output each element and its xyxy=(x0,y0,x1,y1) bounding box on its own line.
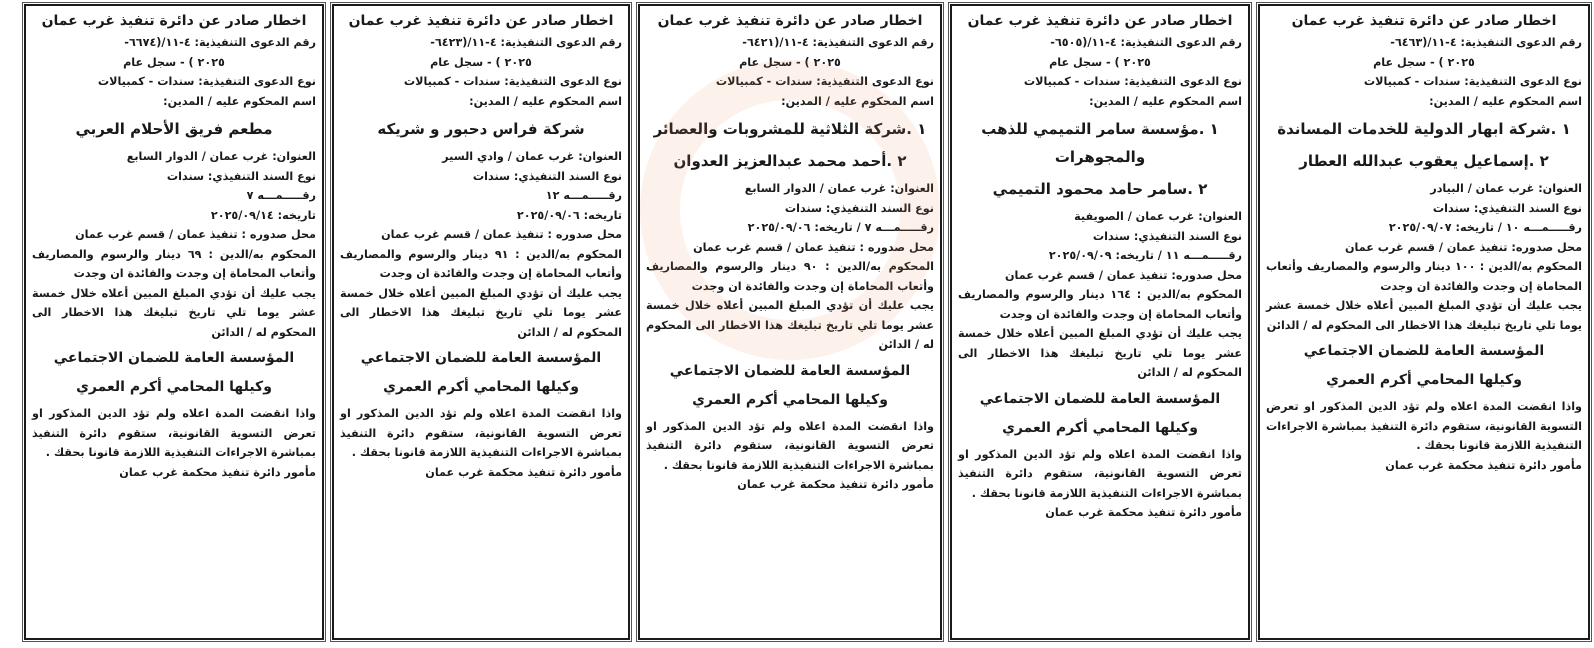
deed-type: نوع السند التنفيذي: سندات xyxy=(1432,201,1582,215)
issue-place: محل صدوره : تنفيذ عمان / قسم غرب عمان xyxy=(693,240,934,254)
notice-title: اخطار صادر عن دائرة تنفيذ غرب عمان xyxy=(348,13,614,29)
notice-box xyxy=(950,4,1250,640)
debtor-name: مطعم فريق الأحلام العربي xyxy=(75,120,273,138)
creditor-line: وكيلها المحامي أكرم العمري xyxy=(76,379,272,395)
enforcement-warning: واذا انقضت المدة اعلاه ولم تؤد الدين المذكور او تعرض التسوية القانونية، ستقوم دائرة التنفيذ بمباشرة الاجراءات التنفيذية اللازمة قانونا بحقك . xyxy=(32,407,316,459)
deed-number-date: رقـــــمـــه ٧ xyxy=(246,189,316,202)
case-number-suffix: ٢٠٢٥ ) - سجل عام xyxy=(1049,55,1151,69)
case-number: رقم الدعوى التنفيذية: ٤-١١/(٦٤٢١- xyxy=(742,36,934,49)
notice-box xyxy=(1258,4,1590,640)
case-type: نوع الدعوى التنفيذية: سندات - كمبيالات xyxy=(715,75,934,88)
judgment-amount: المحكوم به/الدين : ٦٩ دينار والرسوم والمصاريف وأتعاب المحاماة إن وجدت والفائدة ان وجدت xyxy=(32,247,316,280)
notice-footer: مأمور دائرة تنفيذ محكمة غرب عمان xyxy=(425,465,622,479)
case-type: نوع الدعوى التنفيذية: سندات - كمبيالات xyxy=(1023,75,1242,88)
deed-number-date: رقـــــمـــه ١٠ / تاريخه: ٢٠٢٥/٠٩/٠٧ xyxy=(1388,221,1582,234)
creditor-line: المؤسسة العامة للضمان الاجتماعي xyxy=(669,362,911,379)
creditor-line: وكيلها المحامي أكرم العمري xyxy=(692,391,888,408)
payment-demand: يجب عليك أن تؤدي المبلغ المبين أعلاه خلال خمسة عشر يوما تلي تاريخ تبليغك هذا الاخطار الى المحكوم له / الدائن xyxy=(646,299,934,351)
enforcement-warning: واذا انقضت المدة اعلاه ولم تؤد الدين المذكور او تعرض التسوية القانونية، ستقوم دائرة التنفيذ بمباشرة الاجراءات التنفيذية اللازمة قانونا بحقك . xyxy=(340,407,622,459)
address: العنوان: غرب عمان / الدوار السابع xyxy=(126,150,316,163)
creditor-line: وكيلها المحامي أكرم العمري xyxy=(1326,372,1522,388)
debtor-label: اسم المحكوم عليه / المدين: xyxy=(1089,94,1242,108)
enforcement-warning: واذا انقضت المدة اعلاه ولم تؤد الدين المذكور او تعرض التسوية القانونية، ستقوم دائرة التنفيذ بمباشرة الاجراءات التنفيذية اللازمة قانونا بحقك . xyxy=(1266,400,1582,452)
case-number-suffix: ٢٠٢٥ ) - سجل عام xyxy=(123,55,225,69)
issue-place: محل صدوره : تنفيذ عمان / قسم غرب عمان xyxy=(381,228,622,241)
debtor-name: ٢ .إسماعيل يعقوب عبدالله العطار xyxy=(1299,152,1549,170)
notice-footer: مأمور دائرة تنفيذ محكمة غرب عمان xyxy=(119,465,316,479)
debtor-name: ٢ .أحمد محمد عبدالعزيز العدوان xyxy=(673,152,907,170)
judgment-amount: المحكوم به/الدين : ١٠٠ دينار والرسوم والمصاريف وأتعاب المحاماة إن وجدت والفائدة ان وجدت xyxy=(1266,260,1582,293)
creditor-line: وكيلها المحامي أكرم العمري xyxy=(383,379,579,395)
case-number-suffix: ٢٠٢٥ ) - سجل عام xyxy=(739,55,841,69)
case-number: رقم الدعوى التنفيذية: ٤-١١/(٦٤٦٣- xyxy=(1390,36,1582,49)
issue-place: محل صدوره: تنفيذ عمان / قسم غرب عمان xyxy=(1004,268,1242,282)
judgment-amount: المحكوم به/الدين : ٩١ دينار والرسوم والمصاريف وأتعاب المحاماة إن وجدت والفائدة ان وجدت xyxy=(340,247,622,280)
payment-demand: يجب عليك أن تؤدي المبلغ المبين أعلاه خلال خمسة عشر يوما تلي تاريخ تبليغك هذا الاخطار الى المحكوم له / الدائن xyxy=(32,286,316,339)
case-type: نوع الدعوى التنفيذية: سندات - كمبيالات xyxy=(1363,75,1582,88)
notice-footer: مأمور دائرة تنفيذ محكمة غرب عمان xyxy=(1045,506,1242,519)
creditor-line: المؤسسة العامة للضمان الاجتماعي xyxy=(979,390,1221,407)
case-number: رقم الدعوى التنفيذية: ٤-١١/(٦٦٧٤- xyxy=(124,36,316,49)
creditor-line: المؤسسة العامة للضمان الاجتماعي xyxy=(1303,343,1545,359)
issue-place: محل صدوره : تنفيذ عمان / قسم غرب عمان xyxy=(75,228,316,241)
case-number-suffix: ٢٠٢٥ ) - سجل عام xyxy=(430,55,532,69)
notice-box xyxy=(332,4,630,640)
debtor-name: ١ .شركة الثلاثية للمشروبات والعصائر xyxy=(653,120,927,138)
debtor-label: اسم المحكوم عليه / المدين: xyxy=(1429,94,1582,108)
deed-number-date: رقـــــمـــه ١١ / تاريخه: ٢٠٢٥/٠٩/٠٩ xyxy=(1048,249,1242,262)
notice-title: اخطار صادر عن دائرة تنفيذ غرب عمان xyxy=(967,13,1233,29)
notice-box xyxy=(24,4,324,640)
deed-number-date: رقـــــمـــه ٧ / تاريخه: ٢٠٢٥/٠٩/٠٦ xyxy=(747,221,934,234)
notice-title: اخطار صادر عن دائرة تنفيذ غرب عمان xyxy=(41,13,307,29)
issue-place: محل صدوره: تنفيذ عمان / قسم غرب عمان xyxy=(1344,240,1582,254)
debtor-label: اسم المحكوم عليه / المدين: xyxy=(163,94,316,108)
debtor-name: ٢ .سامر حامد محمود التميمي xyxy=(992,180,1208,198)
notice-title: اخطار صادر عن دائرة تنفيذ غرب عمان xyxy=(657,13,923,29)
deed-number-date: تاريخه: ٢٠٢٥/٠٩/٠٦ xyxy=(516,208,622,222)
judgment-amount: المحكوم به/الدين : ١٦٤ دينار والرسوم والمصاريف وأتعاب المحاماة إن وجدت والفائدة ان وجدت xyxy=(958,288,1242,321)
debtor-name: ١ .مؤسسة سامر التميمي للذهب والمجوهرات xyxy=(981,120,1219,166)
deed-number-date: تاريخه: ٢٠٢٥/٠٩/١٤ xyxy=(210,208,316,222)
notice-footer: مأمور دائرة تنفيذ محكمة غرب عمان xyxy=(1385,458,1582,472)
deed-type: نوع السند التنفيذي: سندات xyxy=(1092,229,1242,243)
payment-demand: يجب عليك أن تؤدي المبلغ المبين أعلاه خلال خمسة عشر يوما تلي تاريخ تبليغك هذا الاخطار الى المحكوم له / الدائن xyxy=(958,327,1242,379)
payment-demand: يجب عليك أن تؤدي المبلغ المبين أعلاه خلال خمسة عشر يوما تلي تاريخ تبليغك هذا الاخطار الى المحكوم له / الدائن xyxy=(1266,299,1582,332)
address: العنوان: غرب عمان / وادي السير xyxy=(442,150,622,163)
debtor-name: شركة فراس دحبور و شريكه xyxy=(377,120,585,138)
deed-type: نوع السند التنفيذي: سندات xyxy=(166,169,316,183)
debtor-name: ١ .شركة ابهار الدولية للخدمات المساندة xyxy=(1277,120,1571,138)
case-number-suffix: ٢٠٢٥ ) - سجل عام xyxy=(1373,55,1475,69)
creditor-line: المؤسسة العامة للضمان الاجتماعي xyxy=(53,350,295,366)
address: العنوان: غرب عمان / الصويفية xyxy=(1074,210,1242,223)
deed-type: نوع السند التنفيذي: سندات xyxy=(784,201,934,215)
case-number: رقم الدعوى التنفيذية: ٤-١١/(٦٥٠٥- xyxy=(1050,36,1242,49)
judgment-amount: المحكوم به/الدين : ٩٠ دينار والرسوم والمصاريف وأتعاب المحاماة إن وجدت والفائدة ان وجدت xyxy=(646,260,934,293)
case-type: نوع الدعوى التنفيذية: سندات - كمبيالات xyxy=(97,75,316,88)
notice-footer: مأمور دائرة تنفيذ محكمة غرب عمان xyxy=(737,478,934,491)
debtor-label: اسم المحكوم عليه / المدين: xyxy=(781,94,934,108)
debtor-label: اسم المحكوم عليه / المدين: xyxy=(469,94,622,108)
enforcement-warning: واذا انقضت المدة اعلاه ولم تؤد الدين المذكور او تعرض التسوية القانونية، ستقوم دائرة التنفيذ بمباشرة الاجراءات التنفيذية اللازمة قانونا بحقك . xyxy=(958,447,1242,500)
notice-box xyxy=(638,4,942,640)
deed-number-date: رقـــــمـــه ١٢ xyxy=(545,189,622,202)
creditor-line: المؤسسة العامة للضمان الاجتماعي xyxy=(360,350,602,366)
case-number: رقم الدعوى التنفيذية: ٤-١١/(٦٤٢٣- xyxy=(430,36,622,49)
case-type: نوع الدعوى التنفيذية: سندات - كمبيالات xyxy=(403,75,622,88)
payment-demand: يجب عليك أن تؤدي المبلغ المبين أعلاه خلال خمسة عشر يوما تلي تاريخ تبليغك هذا الاخطار الى المحكوم له / الدائن xyxy=(340,286,622,339)
address: العنوان: غرب عمان / الدوار السابع xyxy=(744,182,934,195)
creditor-line: وكيلها المحامي أكرم العمري xyxy=(1002,419,1198,436)
notice-title: اخطار صادر عن دائرة تنفيذ غرب عمان xyxy=(1291,13,1557,29)
deed-type: نوع السند التنفيذي: سندات xyxy=(472,169,622,183)
enforcement-warning: واذا انقضت المدة اعلاه ولم تؤد الدين المذكور او تعرض التسوية القانونية، ستقوم دائرة التنفيذ بمباشرة الاجراءات التنفيذية اللازمة قانونا بحقك . xyxy=(646,419,934,472)
address: العنوان: غرب عمان / البيادر xyxy=(1430,182,1582,195)
